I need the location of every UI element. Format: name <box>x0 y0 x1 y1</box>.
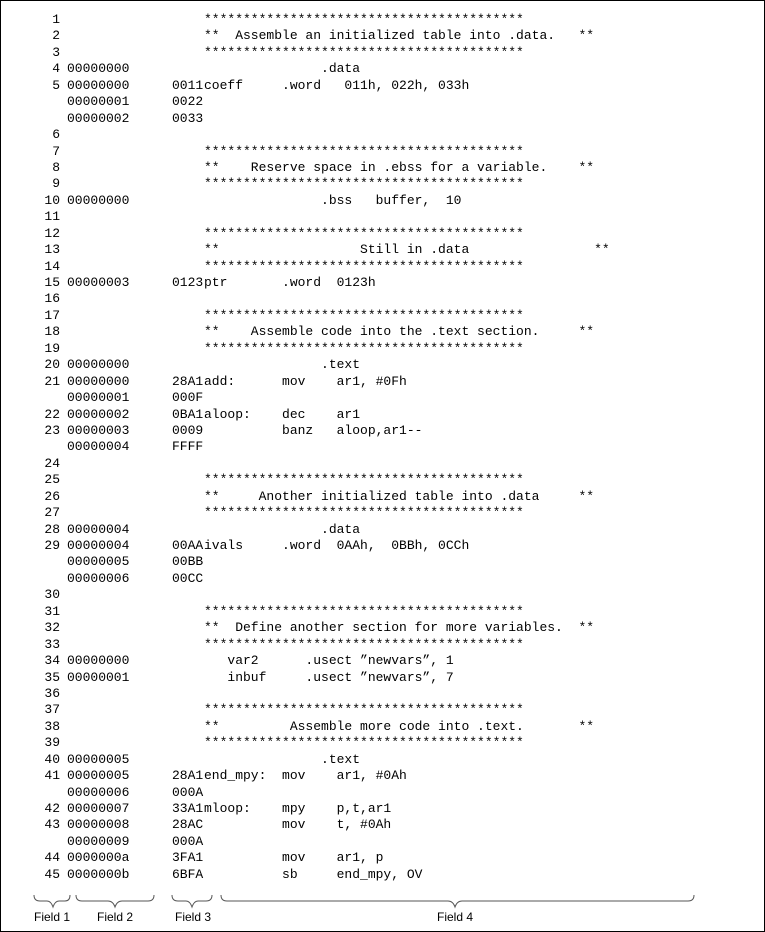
listing-line <box>0 45 765 61</box>
field-4-brace <box>221 895 694 907</box>
listing-line <box>0 472 765 488</box>
object-code: 00AA <box>172 538 204 553</box>
line-number: 11 <box>44 209 60 225</box>
address: 00000006 <box>67 784 130 800</box>
listing-line <box>0 702 765 718</box>
line-number: 3 <box>52 44 60 60</box>
listing-line <box>0 801 765 817</box>
source-statement: .bss buffer, 10 <box>204 192 462 208</box>
field-1-label: Field 1 <box>33 910 71 924</box>
listing-line <box>0 275 765 291</box>
address: 00000000 <box>67 373 130 389</box>
source-statement: .data <box>204 61 361 77</box>
line-number: 13 <box>44 242 60 258</box>
listing-line <box>0 390 765 406</box>
address: 00000000 <box>67 357 130 373</box>
address: 00000009 <box>67 833 130 849</box>
line-number: 36 <box>44 685 60 701</box>
listing-line <box>0 686 765 702</box>
listing-line <box>0 111 765 127</box>
listing-line <box>0 176 765 192</box>
listing-line <box>0 357 765 373</box>
listing-line <box>0 94 765 110</box>
listing-line <box>0 817 765 833</box>
object-code: 00CC <box>172 570 204 586</box>
field-2-brace <box>76 895 154 907</box>
field-2-label: Field 2 <box>96 910 134 924</box>
source-statement: ptr .word 0123h <box>204 275 376 290</box>
line-number: 20 <box>44 357 60 373</box>
address: 00000004 <box>67 521 130 537</box>
line-number: 41 <box>44 768 60 784</box>
line-number: 37 <box>44 702 60 718</box>
object-code: 0009 <box>172 422 204 438</box>
object-code: 28AC <box>172 817 204 833</box>
line-number: 40 <box>44 751 60 767</box>
line-number: 9 <box>52 176 60 192</box>
source-statement: inbuf .usect ”newvars”, 7 <box>204 669 454 685</box>
listing-line <box>0 291 765 307</box>
listing-line <box>0 538 765 554</box>
line-number: 19 <box>44 340 60 356</box>
object-code: 000A <box>172 833 204 849</box>
line-number: 10 <box>44 192 60 208</box>
address: 00000001 <box>67 94 130 110</box>
source-statement: ***************************************** <box>204 472 524 488</box>
line-number: 43 <box>44 817 60 833</box>
listing-line <box>0 242 765 258</box>
listing-line <box>0 308 765 324</box>
source-statement: ***************************************** <box>204 143 524 159</box>
source-statement: mov t, #0Ah <box>204 817 392 833</box>
source-statement: ** Define another section for more variables. ** <box>204 620 595 636</box>
listing-line <box>0 752 765 768</box>
address: 00000004 <box>67 439 130 455</box>
address: 00000002 <box>67 406 130 422</box>
address: 00000007 <box>67 801 130 816</box>
source-statement: ** Still in .data ** <box>204 242 610 258</box>
field-braces <box>0 892 765 910</box>
source-statement: ***************************************** <box>204 735 524 751</box>
address: 00000000 <box>67 192 130 208</box>
source-statement: ***************************************** <box>204 225 524 241</box>
listing-line <box>0 456 765 472</box>
line-number: 18 <box>44 324 60 340</box>
source-statement: ***************************************** <box>204 603 524 619</box>
line-number: 35 <box>44 669 60 685</box>
object-code: 000A <box>172 784 204 800</box>
listing-line <box>0 670 765 686</box>
listing-line <box>0 193 765 209</box>
line-number: 33 <box>44 636 60 652</box>
line-number: 34 <box>44 653 60 669</box>
source-statement: sb end_mpy, OV <box>204 866 423 882</box>
source-statement: ***************************************** <box>204 636 524 652</box>
source-statement: .text <box>204 751 361 767</box>
line-number: 38 <box>44 718 60 734</box>
listing-line <box>0 226 765 242</box>
address: 0000000b <box>67 866 130 882</box>
object-code: 33A1 <box>172 801 204 816</box>
line-number: 22 <box>44 406 60 422</box>
address: 0000000a <box>67 850 130 866</box>
source-statement: ** Reserve space in .ebss for a variable. ** <box>204 159 595 175</box>
address: 00000006 <box>67 570 130 586</box>
listing-line <box>0 61 765 77</box>
source-statement: ** Assemble more code into .text. ** <box>204 718 595 734</box>
listing-line <box>0 489 765 505</box>
address: 00000000 <box>67 653 130 669</box>
listing-line <box>0 160 765 176</box>
listing-line <box>0 653 765 669</box>
line-number: 8 <box>52 159 60 175</box>
source-statement: ***************************************** <box>204 307 524 323</box>
source-statement: ***************************************** <box>204 702 524 718</box>
object-code: 0123 <box>172 275 204 290</box>
field-3-brace <box>172 895 212 907</box>
source-statement: ** Assemble an initialized table into .data. ** <box>204 28 595 44</box>
listing-line <box>0 439 765 455</box>
listing-line <box>0 127 765 143</box>
line-number: 42 <box>44 801 60 816</box>
listing-line <box>0 209 765 225</box>
listing-line <box>0 505 765 521</box>
object-code: 0011 <box>172 77 204 93</box>
listing-line <box>0 587 765 603</box>
object-code: 6BFA <box>172 866 204 882</box>
source-statement: coeff .word 011h, 022h, 033h <box>204 77 470 93</box>
source-statement: ***************************************** <box>204 258 524 274</box>
source-statement: .data <box>204 521 361 537</box>
field-3-label: Field 3 <box>174 910 212 924</box>
listing-line <box>0 423 765 439</box>
source-statement: banz aloop,ar1-- <box>204 422 423 438</box>
listing-line <box>0 768 765 784</box>
listing-line <box>0 341 765 357</box>
line-number: 26 <box>44 488 60 504</box>
address: 00000003 <box>67 275 130 290</box>
line-number: 31 <box>44 603 60 619</box>
listing-line <box>0 719 765 735</box>
line-number: 16 <box>44 291 60 307</box>
listing-line <box>0 324 765 340</box>
line-number: 29 <box>44 538 60 553</box>
line-number: 24 <box>44 455 60 471</box>
listing-line <box>0 637 765 653</box>
line-number: 1 <box>52 12 60 27</box>
source-statement: ** Assemble code into the .text section. ** <box>204 324 595 340</box>
source-statement: aloop: dec ar1 <box>204 406 361 422</box>
source-statement: ** Another initialized table into .data ** <box>204 488 595 504</box>
line-number: 15 <box>44 275 60 290</box>
address: 00000008 <box>67 817 130 833</box>
address: 00000005 <box>67 751 130 767</box>
line-number: 5 <box>52 77 60 93</box>
line-number: 14 <box>44 258 60 274</box>
listing-line <box>0 554 765 570</box>
listing-line <box>0 259 765 275</box>
line-number: 45 <box>44 866 60 882</box>
line-number: 2 <box>52 28 60 44</box>
listing-line <box>0 834 765 850</box>
source-statement: ivals .word 0AAh, 0BBh, 0CCh <box>204 538 470 553</box>
field-4-label: Field 4 <box>436 910 474 924</box>
listing-line <box>0 78 765 94</box>
source-statement: ***************************************** <box>204 340 524 356</box>
object-code: FFFF <box>172 439 204 455</box>
listing-line <box>0 785 765 801</box>
source-statement: mov ar1, p <box>204 850 384 866</box>
address: 00000003 <box>67 422 130 438</box>
line-number: 32 <box>44 620 60 636</box>
object-code: 0022 <box>172 94 204 110</box>
source-statement: ***************************************** <box>204 505 524 521</box>
listing-line <box>0 735 765 751</box>
listing-line <box>0 28 765 44</box>
listing-line <box>0 374 765 390</box>
line-number: 27 <box>44 505 60 521</box>
line-number: 44 <box>44 850 60 866</box>
address: 00000000 <box>67 77 130 93</box>
line-number: 23 <box>44 422 60 438</box>
line-number: 25 <box>44 472 60 488</box>
line-number: 6 <box>52 127 60 143</box>
address: 00000001 <box>67 390 130 406</box>
field-1-brace <box>34 895 70 907</box>
address: 00000005 <box>67 768 130 784</box>
line-number: 30 <box>44 587 60 603</box>
object-code: 28A1 <box>172 768 204 784</box>
source-statement: ***************************************** <box>204 12 524 27</box>
listing-line <box>0 620 765 636</box>
line-number: 7 <box>52 143 60 159</box>
listing-line <box>0 522 765 538</box>
line-number: 12 <box>44 225 60 241</box>
source-statement: mloop: mpy p,t,ar1 <box>204 801 392 816</box>
line-number: 17 <box>44 307 60 323</box>
source-statement: .text <box>204 357 361 373</box>
address: 00000004 <box>67 538 130 553</box>
object-code: 00BB <box>172 554 204 570</box>
listing-line <box>0 407 765 423</box>
address: 00000005 <box>67 554 130 570</box>
address: 00000001 <box>67 669 130 685</box>
object-code: 0BA1 <box>172 406 204 422</box>
listing-line <box>0 12 765 28</box>
object-code: 3FA1 <box>172 850 204 866</box>
assembler-listing <box>0 12 765 883</box>
address: 00000000 <box>67 61 130 77</box>
line-number: 39 <box>44 735 60 751</box>
listing-line <box>0 144 765 160</box>
source-statement: end_mpy: mov ar1, #0Ah <box>204 768 407 784</box>
source-statement: ***************************************** <box>204 44 524 60</box>
object-code: 000F <box>172 390 204 406</box>
source-statement: ***************************************** <box>204 176 524 192</box>
source-statement: var2 .usect ”newvars”, 1 <box>204 653 454 669</box>
listing-line <box>0 867 765 883</box>
object-code: 28A1 <box>172 373 204 389</box>
listing-line <box>0 571 765 587</box>
source-statement: add: mov ar1, #0Fh <box>204 373 407 389</box>
address: 00000002 <box>67 110 130 126</box>
line-number: 4 <box>52 61 60 77</box>
line-number: 21 <box>44 373 60 389</box>
listing-line <box>0 850 765 866</box>
listing-line <box>0 604 765 620</box>
line-number: 28 <box>44 521 60 537</box>
object-code: 0033 <box>172 110 204 126</box>
